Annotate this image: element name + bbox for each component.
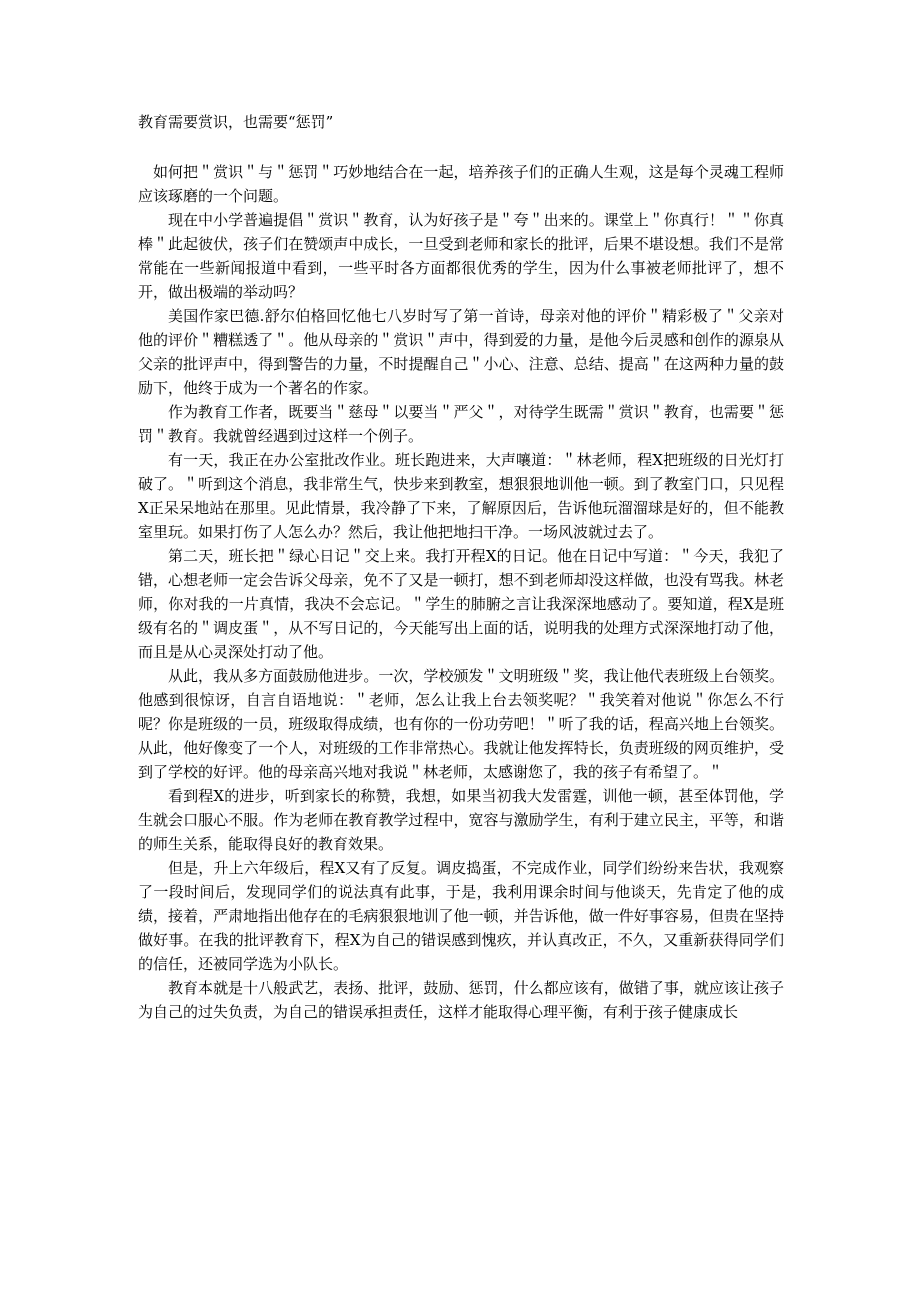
paragraph: 作为教育工作者，既要当＂慈母＂以要当＂严父＂，对待学生既需＂赏识＂教育，也需要＂惩罚＂教育。我就曾经遇到过这样一个例子。: [138, 403, 784, 445]
paragraph: 教育本就是十八般武艺，表扬、批评，鼓励、惩罚，什么都应该有，做错了事，就应该让孩子为自己的过失负责，为自己的错误承担责任，这样才能取得心理平衡，有利于孩子健康成长: [138, 979, 784, 1021]
paragraph: 美国作家巴德.舒尔伯格回忆他七八岁时写了第一首诗，母亲对他的评价＂精彩极了＂父亲对他的评价＂糟糕透了＂。他从母亲的＂赏识＂声中，得到爱的力量，是他今后灵感和创作的源泉从父亲的批评声中，得到警告的力量，不时提醒自己＂小心、注意、总结、提高＂在这两种力量的鼓励下，他终于成为一个著名的作家。: [138, 307, 784, 397]
paragraph: 如何把＂赏识＂与＂惩罚＂巧妙地结合在一起，培养孩子们的正确人生观，这是每个灵魂工程师应该琢磨的一个问题。: [138, 163, 784, 205]
paragraph: 现在中小学普遍提倡＂赏识＂教育，认为好孩子是＂夸＂出来的。课堂上＂你真行！＂＂你真棒＂此起彼伏，孩子们在赞颂声中成长，一旦受到老师和家长的批评，后果不堪设想。我们不是常常能在一些新闻报道中看到，一些平时各方面都很优秀的学生，因为什么事被老师批评了，想不开，做出极端的举动吗？: [138, 211, 784, 301]
document-body: [138, 160, 784, 1024]
document-title: 教育需要赏识，也需要“惩罚”: [138, 113, 334, 131]
paragraph: 有一天，我正在办公室批改作业。班长跑进来，大声嚷道：＂林老师，程X把班级的日光灯打破了。＂听到这个消息，我非常生气，快步来到教室，想狠狠地训他一顿。到了教室门口，只见程X正呆呆地站在那里。见此情景，我冷静了下来，了解原因后，告诉他玩溜溜球是好的，但不能教室里玩。如果打伤了人怎么办？然后，我让他把地扫干净。一场风波就过去了。: [138, 451, 784, 541]
paragraph: 但是，升上六年级后，程X又有了反复。调皮捣蛋，不完成作业，同学们纷纷来告状，我观察了一段时间后，发现同学们的说法真有此事，于是，我利用课余时间与他谈天，先肯定了他的成绩，接着，严肃地指出他存在的毛病狠狠地训了他一顿，并告诉他，做一件好事容易，但贵在坚持做好事。在我的批评教育下，程X为自己的错误感到愧疚，并认真改正，不久，又重新获得同学们的信任，还被同学选为小队长。: [138, 859, 784, 973]
paragraph: 第二天，班长把＂绿心日记＂交上来。我打开程X的日记。他在日记中写道：＂今天，我犯了错，心想老师一定会告诉父母亲，免不了又是一顿打，想不到老师却没这样做，也没有骂我。林老师，你对我的一片真情，我决不会忘记。＂学生的肺腑之言让我深深地感动了。要知道，程X是班级有名的＂调皮蛋＂，从不写日记的，今天能写出上面的话，说明我的处理方式深深地打动了他，而且是从心灵深处打动了他。: [138, 547, 784, 661]
paragraph: 从此，我从多方面鼓励他进步。一次，学校颁发＂文明班级＂奖，我让他代表班级上台领奖。他感到很惊讶，自言自语地说：＂老师，怎么让我上台去领奖呢？＂我笑着对他说＂你怎么不行呢？你是班级的一员，班级取得成绩，也有你的一份功劳吧！＂听了我的话，程高兴地上台领奖。从此，他好像变了一个人，对班级的工作非常热心。我就让他发挥特长，负责班级的网页维护，受到了学校的好评。他的母亲高兴地对我说＂林老师，太感谢您了，我的孩子有希望了。＂: [138, 667, 784, 781]
paragraph: 看到程X的进步，听到家长的称赞，我想，如果当初我大发雷霆，训他一顿，甚至体罚他，学生就会口服心不服。作为老师在教育教学过程中，宽容与激励学生，有利于建立民主，平等，和谐的师生关系，能取得良好的教育效果。: [138, 787, 784, 853]
